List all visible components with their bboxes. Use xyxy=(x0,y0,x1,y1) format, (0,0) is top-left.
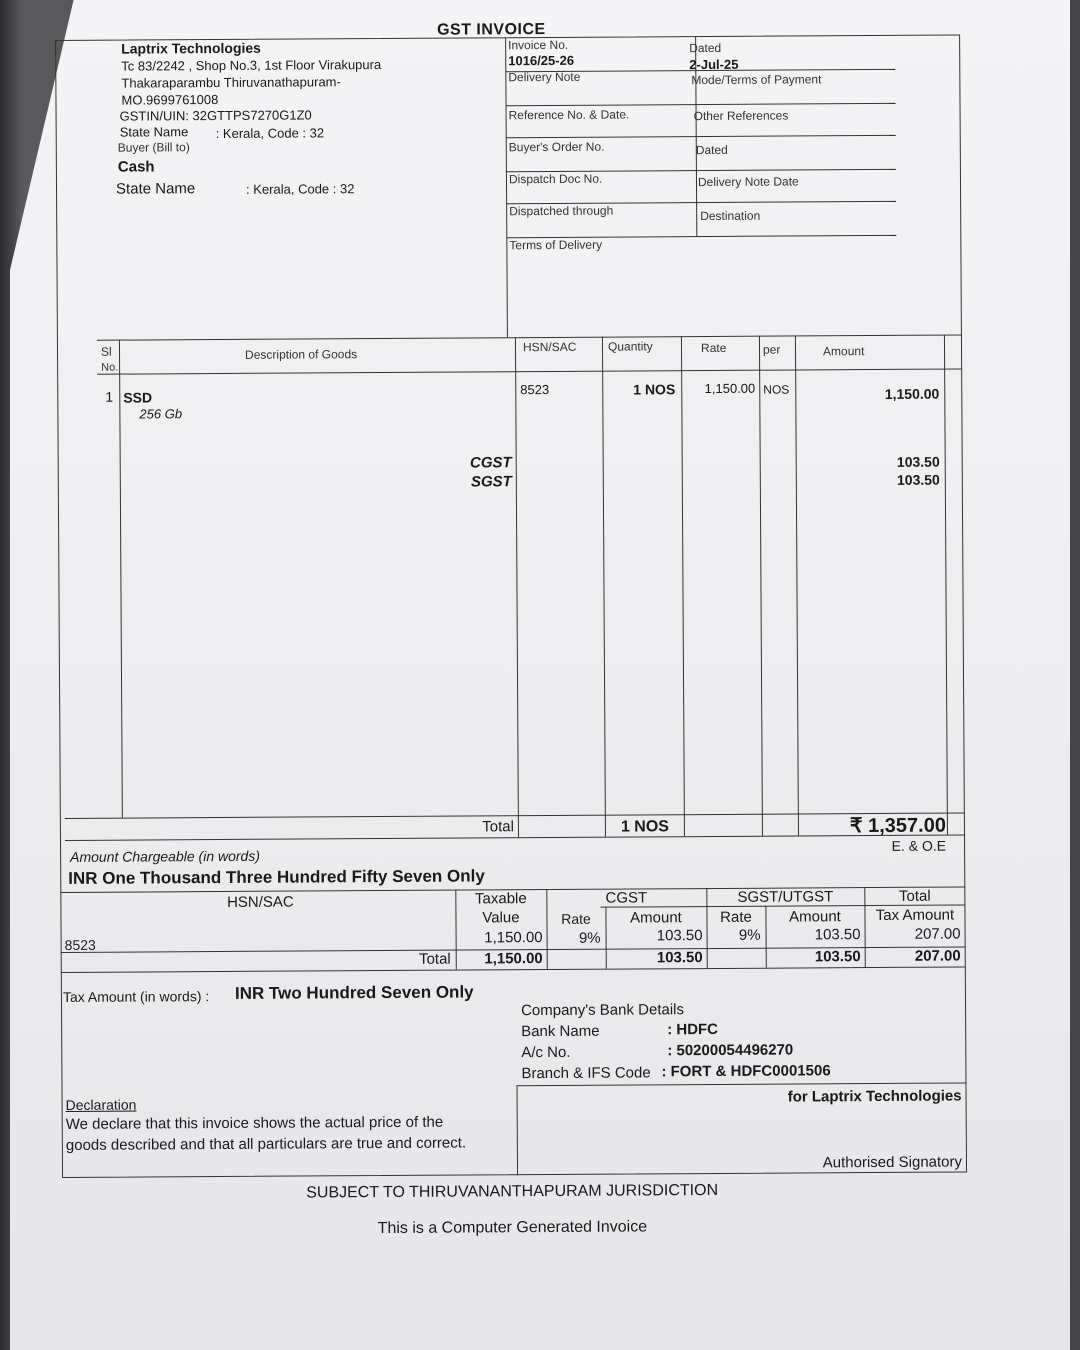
seller-gstin: GSTIN/UIN: 32GTTPS7270G1Z0 xyxy=(119,107,312,124)
amount-words-label: Amount Chargeable (in words) xyxy=(70,847,261,865)
reference-label: Reference No. & Date. xyxy=(508,107,630,123)
total-quantity: 1 NOS xyxy=(620,818,669,836)
tax-total-sgst-amount: 103.50 xyxy=(814,948,861,966)
bank-name-label: Bank Name xyxy=(521,1022,600,1041)
tax-row-cgst-amount: 103.50 xyxy=(656,927,703,945)
tax-words-label: Tax Amount (in words) : xyxy=(62,988,210,1005)
seller-address-2: Thakaraparambu Thiruvanathapuram- xyxy=(121,74,341,91)
tax-col-total-1: Total xyxy=(898,887,931,905)
buyer-name: Cash xyxy=(117,158,155,176)
invoice-date: 2-Jul-25 xyxy=(689,56,739,73)
tax-col-sgst: SGST/UTGST xyxy=(737,888,834,906)
destination-label: Destination xyxy=(700,208,761,224)
buyer-state-label: State Name xyxy=(115,180,196,198)
row-amount: 1,150.00 xyxy=(884,385,940,402)
buyer-label: Buyer (Bill to) xyxy=(117,140,190,155)
buyer-state-value: : Kerala, Code : 32 xyxy=(245,181,355,197)
jurisdiction-note: SUBJECT TO THIRUVANANTHAPURAM JURISDICTION xyxy=(306,1181,719,1202)
tax-row-taxable: 1,150.00 xyxy=(484,929,543,947)
dispatched-through-label: Dispatched through xyxy=(509,203,614,219)
tax-col-sgst-amount: Amount xyxy=(789,908,841,926)
col-hsn: HSN/SAC xyxy=(522,339,577,355)
tax-col-taxable-1: Taxable xyxy=(474,890,527,908)
gst-invoice-document xyxy=(55,16,982,1238)
row-sl: 1 xyxy=(105,388,114,405)
amount-words-value: INR One Thousand Three Hundred Fifty Seven Only xyxy=(68,866,485,888)
invoice-no: 1016/25-26 xyxy=(508,52,575,69)
col-per: per xyxy=(762,342,781,357)
tax-col-taxable-2: Value xyxy=(482,909,520,927)
col-description: Description of Goods xyxy=(244,347,358,362)
bank-name: : HDFC xyxy=(667,1020,719,1039)
bank-heading: Company's Bank Details xyxy=(520,1001,685,1020)
tax-col-sgst-rate: Rate xyxy=(720,908,752,926)
computer-generated-note: This is a Computer Generated Invoice xyxy=(377,1218,648,1238)
row-per: NOS xyxy=(763,382,790,397)
seller-state-label: State Name xyxy=(119,124,189,140)
authorised-signatory: Authorised Signatory xyxy=(822,1153,963,1172)
tax-col-cgst-amount: Amount xyxy=(630,909,682,927)
other-references-label: Other References xyxy=(693,108,789,124)
mode-terms-label: Mode/Terms of Payment xyxy=(691,72,822,88)
declaration-heading: Declaration xyxy=(65,1096,137,1113)
dispatch-doc-label: Dispatch Doc No. xyxy=(508,171,603,187)
for-company: for Laptrix Technologies xyxy=(787,1087,962,1106)
seller-phone: MO.9699761008 xyxy=(121,92,219,108)
delivery-note-date-label: Delivery Note Date xyxy=(697,174,799,190)
seller-state-value: : Kerala, Code : 32 xyxy=(215,125,325,142)
terms-delivery-label: Terms of Delivery xyxy=(509,237,603,253)
invoice-no-label: Invoice No. xyxy=(508,37,569,53)
delivery-note-label: Delivery Note xyxy=(508,69,581,85)
cgst-label: CGST xyxy=(469,454,512,472)
tax-col-cgst-rate: Rate xyxy=(561,910,591,927)
col-amount: Amount xyxy=(822,344,865,359)
cgst-amount: 103.50 xyxy=(896,453,940,470)
tax-col-cgst: CGST xyxy=(605,889,648,907)
seller-name: Laptrix Technologies xyxy=(121,39,261,57)
sgst-amount: 103.50 xyxy=(896,471,940,488)
eoe-label: E. & O.E xyxy=(891,837,947,854)
branch-ifsc: : FORT & HDFC0001506 xyxy=(661,1062,831,1081)
tax-total-label: Total xyxy=(418,950,451,968)
tax-row-sgst-rate: 9% xyxy=(738,926,761,944)
tax-total-cgst-amount: 103.50 xyxy=(656,949,703,967)
tax-total-total: 207.00 xyxy=(914,947,961,965)
tax-row-cgst-rate: 9% xyxy=(578,929,601,947)
row-quantity: 1 NOS xyxy=(633,381,676,398)
declaration-line-2: goods described and that all particulars are true and correct. xyxy=(65,1134,467,1154)
col-sl: Sl xyxy=(100,344,112,359)
seller-address-1: Tc 83/2242 , Shop No.3, 1st Floor Virakupura xyxy=(121,57,382,74)
account-label: A/c No. xyxy=(521,1043,571,1062)
row-item-detail: 256 Gb xyxy=(139,406,183,422)
dated-label: Dated xyxy=(689,40,722,56)
sgst-label: SGST xyxy=(470,473,512,491)
col-rate: Rate xyxy=(700,340,727,356)
invoice-title: GST INVOICE xyxy=(437,21,546,39)
row-item-name: SSD xyxy=(123,389,153,406)
grand-total: ₹ 1,357.00 xyxy=(849,814,946,838)
tax-row-sgst-amount: 103.50 xyxy=(814,926,861,944)
branch-label: Branch & IFS Code xyxy=(521,1064,651,1083)
declaration-line-1: We declare that this invoice shows the actual price of the xyxy=(65,1113,444,1133)
tax-total-taxable: 1,150.00 xyxy=(484,950,543,968)
tax-row-hsn: 8523 xyxy=(64,936,96,953)
tax-words-value: INR Two Hundred Seven Only xyxy=(234,982,474,1003)
total-label: Total xyxy=(482,818,514,836)
tax-col-total-2: Tax Amount xyxy=(875,906,955,925)
col-quantity: Quantity xyxy=(607,339,653,354)
row-hsn: 8523 xyxy=(520,381,550,398)
tax-col-hsn: HSN/SAC xyxy=(226,893,294,911)
tax-row-total: 207.00 xyxy=(914,925,961,943)
account-number: : 50200054496270 xyxy=(667,1041,794,1060)
col-no: No. xyxy=(101,361,119,374)
row-rate: 1,150.00 xyxy=(704,380,756,397)
buyers-order-label: Buyer's Order No. xyxy=(508,139,605,155)
dated2-label: Dated xyxy=(695,142,728,158)
